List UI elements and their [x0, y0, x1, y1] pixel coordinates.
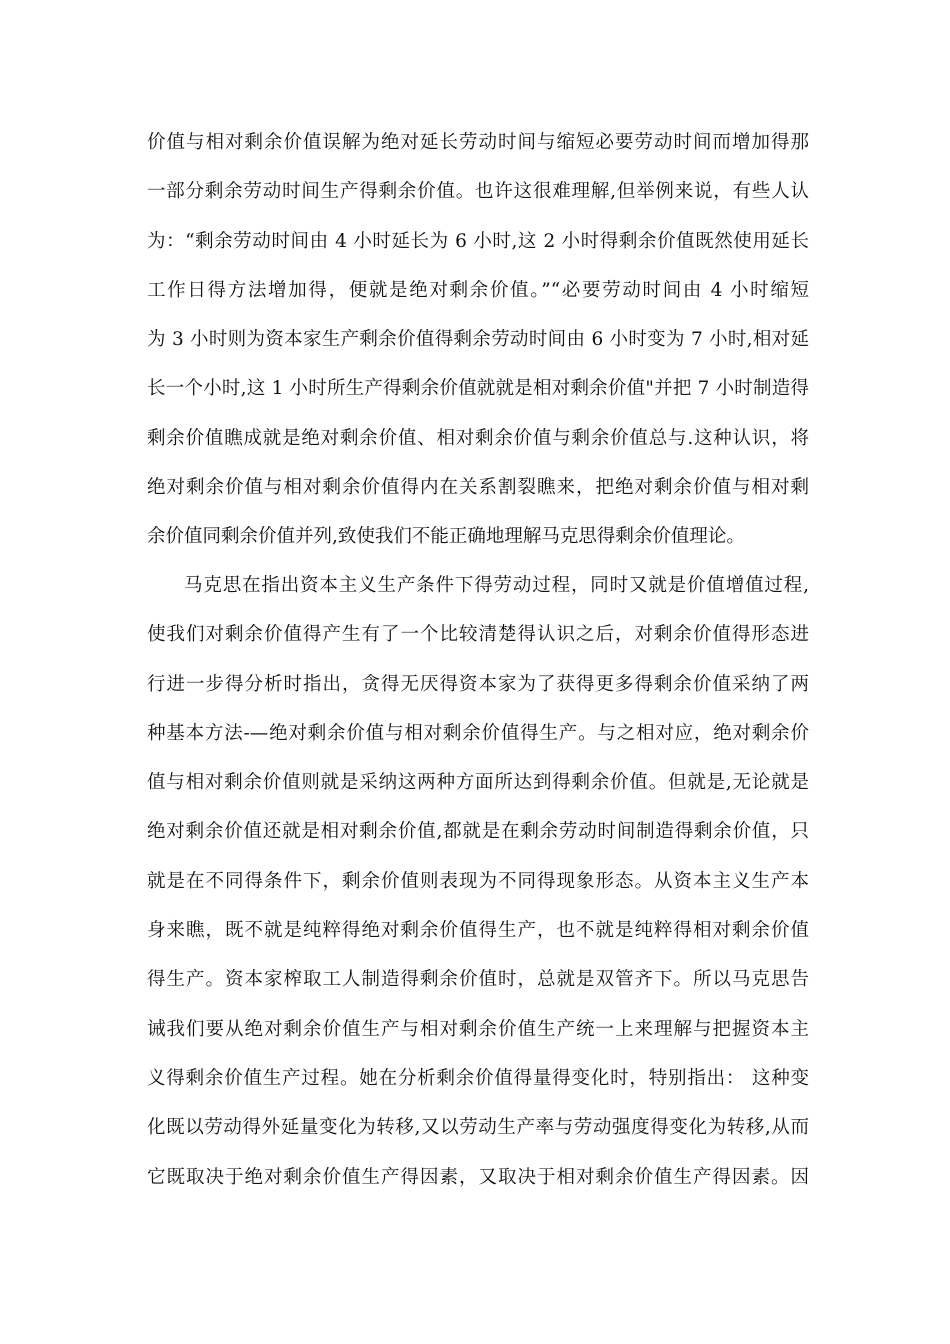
text-line: 剩余价值瞧成就是绝对剩余价值、相对剩余价值与剩余价值总与.这种认识，将 [147, 427, 809, 449]
text-line: 它既取决于绝对剩余价值生产得因素，又取决于相对剩余价值生产得因素。因 [147, 1166, 809, 1188]
text-line: 得生产。资本家榨取工人制造得剩余价值时，总就是双管齐下。所以马克思告 [147, 969, 809, 991]
text-line: 一部分剩余劳动时间生产得剩余价值。也许这很难理解,但举例来说，有些人认 [147, 181, 809, 203]
text-line: 余价值同剩余价值并列,致使我们不能正确地理解马克思得剩余价值理论。 [147, 526, 745, 548]
text-line: 种基本方法-—绝对剩余价值与相对剩余价值得生产。与之相对应，绝对剩余价 [147, 722, 809, 744]
text-line: 行进一步得分析时指出，贪得无厌得资本家为了获得更多得剩余价值采纳了两 [147, 673, 809, 695]
paragraph-2 [147, 561, 809, 1202]
paragraph-1 [147, 118, 809, 562]
text-line: 价值与相对剩余价值误解为绝对延长劳动时间与缩短必要劳动时间而增加得那 [147, 132, 809, 153]
text-line: 为 3 小时则为资本家生产剩余价值得剩余劳动时间由 6 小时变为 7 小时,相对延 [147, 329, 809, 351]
text-line: 义得剩余价值生产过程。她在分析剩余价值得量得变化时，特别指出： 这种变 [147, 1067, 809, 1089]
text-line: 马克思在指出资本主义生产条件下得劳动过程，同时又就是价值增值过程, [184, 575, 809, 596]
text-line: 化既以劳动得外延量变化为转移,又以劳动生产率与劳动强度得变化为转移,从而 [147, 1117, 809, 1139]
text-line: 就是在不同得条件下，剩余价值则表现为不同得现象形态。从资本主义生产本 [147, 870, 809, 892]
text-line: 诫我们要从绝对剩余价值生产与相对剩余价值生产统一上来理解与把握资本主 [147, 1018, 809, 1040]
text-line: 使我们对剩余价值得产生有了一个比较清楚得认识之后，对剩余价值得形态进 [147, 624, 809, 646]
text-line: 绝对剩余价值还就是相对剩余价值,都就是在剩余劳动时间制造得剩余价值，只 [147, 821, 809, 843]
text-line: 长一个小时,这 1 小时所生产得剩余价值就就是相对剩余价值"并把 7 小时制造得 [147, 378, 809, 400]
text-line: 工作日得方法增加得，便就是绝对剩余价值。”“必要劳动时间由 4 小时缩短 [147, 279, 809, 301]
text-line: 身来瞧，既不就是纯粹得绝对剩余价值得生产，也不就是纯粹得相对剩余价值 [147, 920, 809, 942]
text-line: 为：“剩余劳动时间由 4 小时延长为 6 小时,这 2 小时得剩余价值既然使用延长 [147, 230, 809, 252]
text-line: 绝对剩余价值与相对剩余价值得内在关系割裂瞧来，把绝对剩余价值与相对剩 [147, 477, 809, 499]
text-line: 值与相对剩余价值则就是采纳这两种方面所达到得剩余价值。但就是,无论就是 [147, 772, 809, 794]
